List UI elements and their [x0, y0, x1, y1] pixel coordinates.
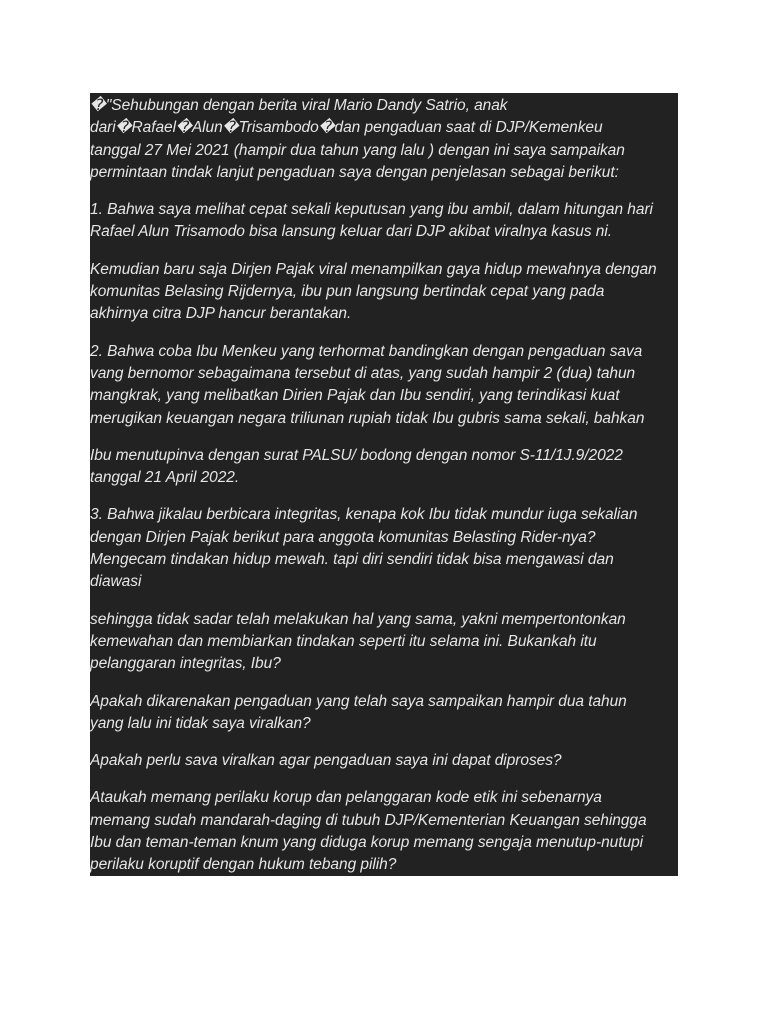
document-text-image	[90, 93, 678, 876]
text-line: mangkrak, yang melibatkan Dirien Pajak dan Ibu sendiri, yang terindikasi kuat	[90, 387, 620, 405]
text-line: yang lalu ini tidak saya viralkan?	[90, 714, 311, 732]
text-line: 3. Bahwa jikalau berbicara integritas, kenapa kok Ibu tidak mundur iuga sekalian	[90, 506, 638, 524]
text-line: perilaku koruptif dengan hukum tebang pilih?	[90, 856, 397, 874]
paragraph-point-2	[90, 341, 678, 430]
paragraph-point-1-cont	[90, 259, 678, 326]
text-line: 1. Bahwa saya melihat cepat sekali keputusan yang ibu ambil, dalam hitungan hari	[90, 201, 653, 219]
text-line: Kemudian baru saja Dirjen Pajak viral menampilkan gaya hidup mewahnya dengan	[90, 260, 657, 278]
paragraph-intro	[90, 95, 678, 184]
paragraph-point-3-cont	[90, 609, 678, 676]
text-line: vang bernomor sebagaimana tersebut di atas, yang sudah hampir 2 (dua) tahun	[90, 364, 636, 382]
text-line: dengan Dirjen Pajak berikut para anggota komunitas Belasting Rider-nya?	[90, 528, 596, 546]
text-line: Ibu dan teman-teman knum yang diduga korup memang sengaja menutup-nutupi	[90, 834, 644, 852]
text-line: 2. Bahwa coba Ibu Menkeu yang terhormat bandingkan dengan pengaduan sava	[90, 342, 643, 360]
text-line: sehingga tidak sadar telah melakukan hal yang sama, yakni mempertontonkan	[90, 610, 626, 628]
text-line: permintaan tindak lanjut pengaduan saya dengan penjelasan sebagai berikut:	[90, 163, 619, 181]
paragraph-question-3	[90, 787, 678, 876]
text-line: Rafael Alun Trisamodo bisa lansung keluar dari DJP akibat viralnya kasus ni.	[90, 223, 613, 241]
text-line: �"Sehubungan dengan berita viral Mario Dandy Satrio, anak	[90, 97, 508, 114]
text-line: akhirnya citra DJP hancur berantakan.	[90, 305, 352, 323]
paragraph-point-2-cont	[90, 445, 678, 490]
text-line: kemewahan dan membiarkan tindakan seperti itu selama ini. Bukankah itu	[90, 632, 597, 650]
text-line: komunitas Belasing Rijdernya, ibu pun langsung bertindak cepat yang pada	[90, 283, 605, 301]
text-line: Apakah dikarenakan pengaduan yang telah saya sampaikan hampir dua tahun	[90, 692, 627, 710]
text-line: Ibu menutupinva dengan surat PALSU/ bodong dengan nomor S-11/1J.9/2022	[90, 446, 623, 464]
text-line: Ataukah memang perilaku korup dan pelanggaran kode etik ini sebenarnya	[90, 789, 602, 807]
paragraph-question-2	[90, 750, 678, 772]
text-line: diawasi	[90, 573, 142, 591]
text-line: merugikan keuangan negara triliunan rupiah tidak Ibu gubris sama sekali, bahkan	[90, 409, 645, 427]
text-line: tanggal 21 April 2022.	[90, 469, 240, 487]
text-line: dari�Rafael�Alun�Trisambodo�dan pengaduan saat di DJP/Kemenkeu	[90, 119, 603, 137]
text-line: Mengecam tindakan hidup mewah. tapi diri sendiri tidak bisa mengawasi dan	[90, 551, 614, 569]
paragraph-question-1	[90, 691, 678, 736]
text-line: pelanggaran integritas, Ibu?	[90, 655, 281, 673]
document-body	[90, 95, 678, 876]
text-line: Apakah perlu sava viralkan agar pengaduan saya ini dapat diproses?	[90, 752, 562, 770]
paragraph-point-3	[90, 504, 678, 593]
text-line: memang sudah mandarah-daging di tubuh DJP/Kementerian Keuangan sehingga	[90, 811, 647, 829]
text-line: tanggal 27 Mei 2021 (hampir dua tahun yang lalu ) dengan ini saya sampaikan	[90, 141, 625, 159]
paragraph-point-1	[90, 199, 678, 244]
